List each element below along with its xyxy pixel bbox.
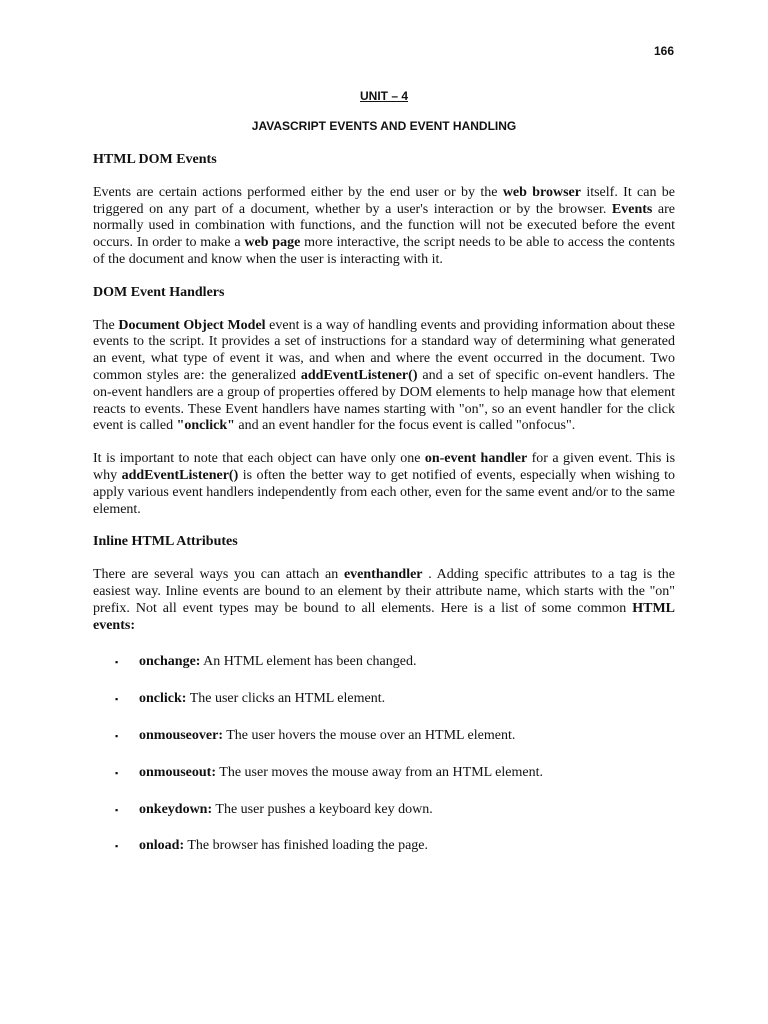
document-body [93, 152, 675, 875]
list-item: ▪ onchange: An HTML element has been changed. [115, 654, 417, 670]
bullet-icon: ▪ [115, 657, 119, 668]
paragraph-inline-attributes: There are several ways you can attach an eventhandler . Adding specific attributes to a tag is the easiest way. Inline events are bound to an element by their attribute name, which starts with the "on" prefix. Not all event types may be bound to all elements. Here is a list of some common HTML events: [93, 567, 675, 633]
bullet-icon: ▪ [115, 730, 119, 741]
section-heading-inline-html-attributes: Inline HTML Attributes [93, 534, 238, 550]
paragraph-dom-event-handlers: The Document Object Model event is a way of handling events and providing information about these events to the script. It provides a set of instructions for a standard way of determining what generated an event, what type of event it was, and when and where the event occurred in the document. Two common styles are: the generalized addEventListener() and a set of specific on-event handlers. The on-event handlers are a group of properties offered by DOM elements to help manage how that element reacts to events. These Event handlers have names starting with "on", so an event handler for the click event is called "onclick" and an event handler for the focus event is called "onfocus". [93, 317, 676, 434]
list-item: ▪ onkeydown: The user pushes a keyboard key down. [115, 801, 433, 817]
bullet-icon: ▪ [115, 694, 119, 705]
section-heading-dom-event-handlers: DOM Event Handlers [93, 284, 225, 300]
section-heading-html-dom-events: HTML DOM Events [93, 152, 217, 167]
chapter-title: JAVASCRIPT EVENTS AND EVENT HANDLING [251, 119, 517, 133]
page-number: 166 [653, 44, 674, 58]
paragraph-dom-events-intro: Events are certain actions performed either by the end user or by the web browser itself. It can be triggered on any part of a document, whether by a user's interaction or by the browser. Events are normally used in combination with functions, and the function will not be executed before the event occurs. In order to make a web page more interactive, the script needs to be able to access the contents of the document and know when the user is interacting with it. [93, 184, 676, 267]
bullet-icon: ▪ [115, 767, 119, 778]
list-item: ▪ onload: The browser has finished loading the page. [115, 838, 429, 854]
html-events-list [93, 654, 675, 855]
list-item: ▪ onmouseout: The user moves the mouse away from an HTML element. [115, 764, 543, 780]
list-item: ▪ onmouseover: The user hovers the mouse over an HTML element. [115, 727, 516, 743]
paragraph-on-event-handler-note: It is important to note that each object can have only one on-event handler for a given event. This is why addEventListener() is often the better way to get notified of events, especially when wishing to apply various event handlers independently from each other, even for the same event and/or to the same element. [93, 451, 676, 517]
bullet-icon: ▪ [115, 804, 119, 815]
bullet-icon: ▪ [115, 841, 119, 852]
list-item: ▪ onclick: The user clicks an HTML element. [115, 691, 386, 707]
unit-title [0, 89, 768, 103]
unit-title-text: UNIT – 4 [359, 89, 408, 103]
